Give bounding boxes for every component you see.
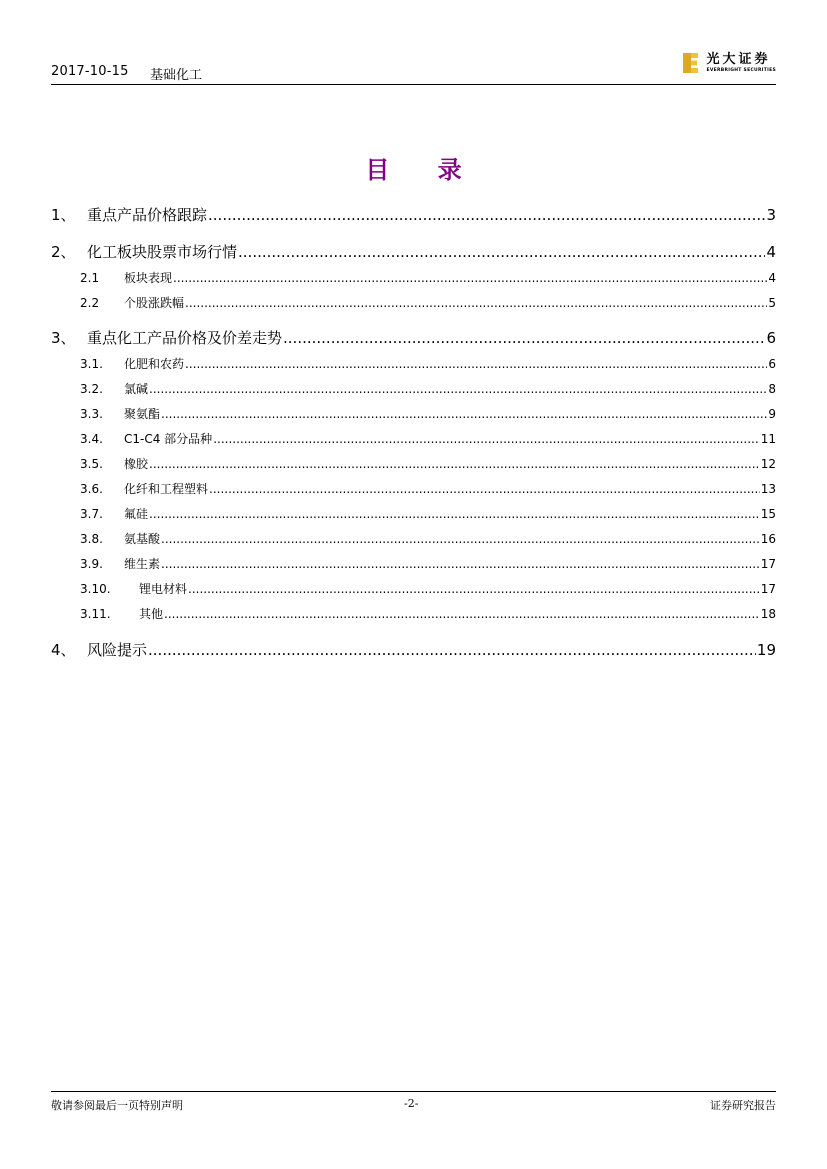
- toc-number: 3.3.: [80, 407, 103, 421]
- toc-page: 5: [768, 296, 776, 310]
- toc-entry-3-7[interactable]: [51, 505, 776, 522]
- toc-label: 板块表现: [124, 271, 173, 285]
- toc-page: 3: [766, 206, 776, 224]
- toc-number: 3、: [51, 329, 76, 347]
- page-number: -2-: [404, 1097, 419, 1110]
- toc-number: 3.4.: [80, 432, 103, 446]
- toc-page: 16: [760, 532, 776, 546]
- toc-leader: [185, 357, 767, 371]
- toc-page: 9: [768, 407, 776, 421]
- toc-number: 3.7.: [80, 507, 103, 521]
- toc-page: 12: [760, 457, 776, 471]
- toc-leader: [161, 557, 760, 571]
- toc-entry-3-1[interactable]: [51, 355, 776, 372]
- everbright-logo: [682, 52, 776, 78]
- toc-number: 3.5.: [80, 457, 103, 471]
- toc-leader: [283, 329, 765, 347]
- report-type: 证券研究报告: [710, 1099, 776, 1112]
- toc-label: 聚氨酯: [124, 407, 161, 421]
- toc-page: 17: [760, 582, 776, 596]
- toc-label: 橡胶: [124, 457, 149, 471]
- toc-label: 氟硅: [124, 507, 149, 521]
- toc-leader: [148, 641, 756, 659]
- toc-page: 18: [760, 607, 776, 621]
- toc-leader: [173, 271, 767, 285]
- toc-leader: [185, 296, 767, 310]
- toc-leader: [213, 432, 760, 446]
- logo-english-text: EVERBRIGHT SECURITIES: [706, 68, 776, 73]
- toc-number: 1、: [51, 206, 76, 224]
- toc-leader: [149, 507, 760, 521]
- toc-label: 氯碱: [124, 382, 149, 396]
- toc-leader: [208, 206, 765, 224]
- page-footer: [51, 1091, 776, 1112]
- toc-number: 3.1.: [80, 357, 103, 371]
- toc-number: 3.10.: [80, 582, 111, 596]
- toc-leader: [149, 382, 767, 396]
- toc-entry-3-3[interactable]: [51, 405, 776, 422]
- toc-entry-4[interactable]: [51, 639, 776, 660]
- toc-label: 化工板块股票市场行情: [87, 243, 238, 261]
- toc-label: 化肥和农药: [124, 357, 185, 371]
- toc-leader: [161, 532, 760, 546]
- toc-number: 3.2.: [80, 382, 103, 396]
- toc-entry-3-6[interactable]: [51, 480, 776, 497]
- toc-title: 目 录: [365, 155, 482, 184]
- toc-entry-3-2[interactable]: [51, 380, 776, 397]
- toc-page: 19: [756, 641, 776, 659]
- toc-number: 3.6.: [80, 482, 103, 496]
- toc-entry-3-8[interactable]: [51, 530, 776, 547]
- toc-label: 氨基酸: [124, 532, 161, 546]
- report-date: 2017-10-15: [51, 64, 129, 79]
- toc-page: 6: [766, 329, 776, 347]
- toc-leader: [149, 457, 760, 471]
- toc-label: 锂电材料: [139, 582, 188, 596]
- toc-entry-2-2[interactable]: [51, 294, 776, 311]
- toc-entry-1[interactable]: [51, 204, 776, 225]
- toc-page: 13: [760, 482, 776, 496]
- sector-name: 基础化工: [150, 68, 203, 83]
- toc-page: 8: [768, 382, 776, 396]
- toc-label: 其他: [139, 607, 164, 621]
- toc-number: 2.2: [80, 296, 100, 310]
- toc-page: 4: [766, 243, 776, 261]
- toc-number: 3.9.: [80, 557, 103, 571]
- toc-leader: [238, 243, 765, 261]
- toc-entry-2-1[interactable]: [51, 269, 776, 286]
- toc-entry-3-11[interactable]: [51, 605, 776, 622]
- toc-leader: [164, 607, 760, 621]
- toc-page: 15: [760, 507, 776, 521]
- page-header: [51, 52, 776, 85]
- disclaimer-note: 敬请参阅最后一页特别声明: [51, 1099, 183, 1112]
- toc-number: 2、: [51, 243, 76, 261]
- toc-entry-3-9[interactable]: [51, 555, 776, 572]
- toc-label: 维生素: [124, 557, 161, 571]
- toc-label: C1-C4 部分品种: [124, 432, 213, 446]
- toc-page: 17: [760, 557, 776, 571]
- toc-leader: [188, 582, 760, 596]
- toc-label: 重点化工产品价格及价差走势: [87, 329, 283, 347]
- toc-page: 4: [768, 271, 776, 285]
- toc-number: 2.1: [80, 271, 100, 285]
- toc-entry-3-10[interactable]: [51, 580, 776, 597]
- toc-number: 3.8.: [80, 532, 103, 546]
- toc-leader: [161, 407, 767, 421]
- toc-number: 4、: [51, 641, 76, 659]
- toc-label: 重点产品价格跟踪: [87, 206, 208, 224]
- toc-label: 化纤和工程塑料: [124, 482, 209, 496]
- toc-label: 风险提示: [87, 641, 148, 659]
- logo-chinese-text: 光大证券: [706, 52, 771, 67]
- toc-number: 3.11.: [80, 607, 111, 621]
- logo-mark-icon: [682, 52, 700, 74]
- toc-label: 个股涨跌幅: [124, 296, 185, 310]
- toc-page: 6: [768, 357, 776, 371]
- toc-page: 11: [760, 432, 776, 446]
- toc-entry-3[interactable]: [51, 327, 776, 348]
- toc-entry-2[interactable]: [51, 241, 776, 262]
- toc-entry-3-4[interactable]: [51, 430, 776, 447]
- toc-leader: [209, 482, 760, 496]
- toc-entry-3-5[interactable]: [51, 455, 776, 472]
